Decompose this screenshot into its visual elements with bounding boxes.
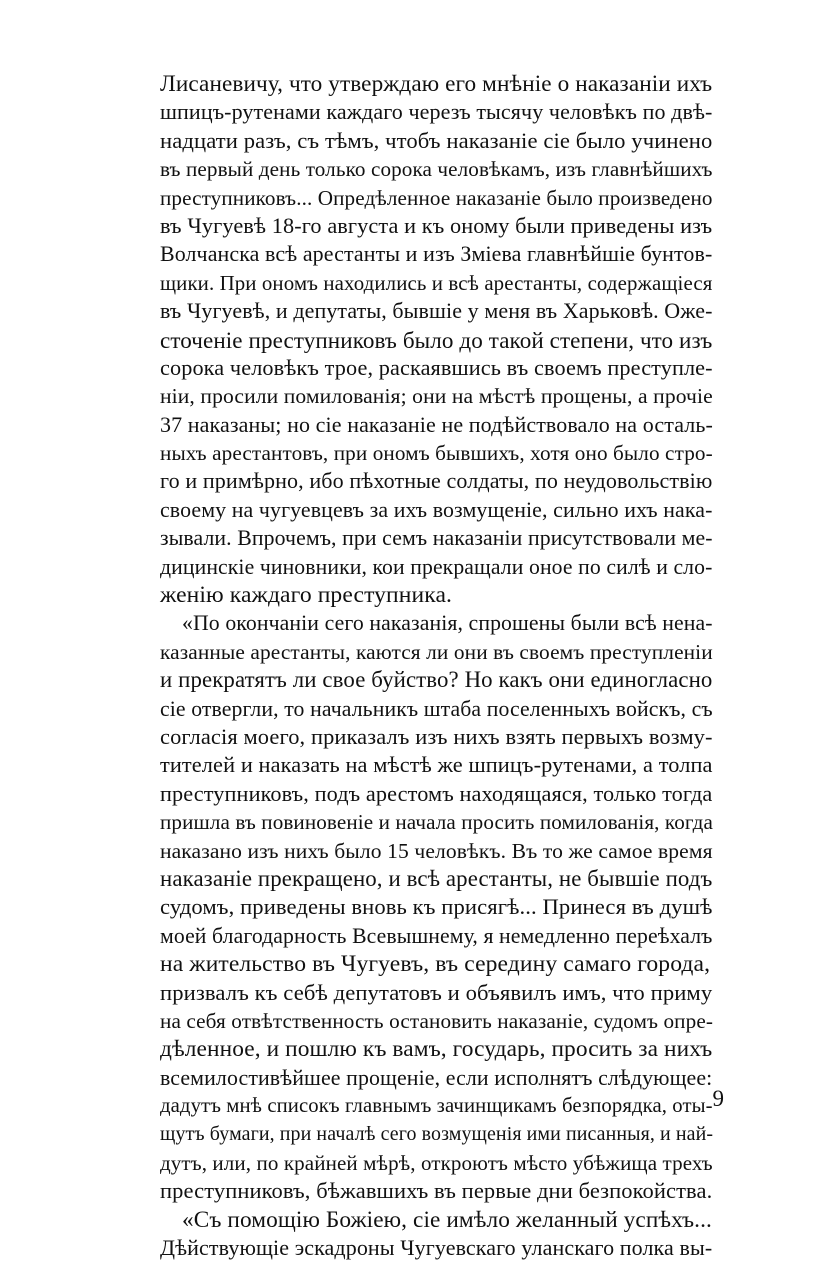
text-line: Волчанска всѣ арестанты и изъ Змiева главнѣйшіе бунтов-	[160, 241, 713, 267]
text-line: щутъ бумаги, при началѣ сего возмущенія ими писанныя, и най-	[160, 1123, 714, 1146]
text-line: ніи, просили помилованія; они на мѣстѣ прощены, а прочіе	[160, 384, 713, 409]
text-line: согласія моего, приказалъ изъ нихъ взять первыхъ возму-	[160, 723, 713, 749]
text-line: сточеніе преступниковъ было до такой степени, что изъ	[160, 326, 713, 353]
text-line: на себя отвѣтственность остановить наказаніе, судомъ опре-	[160, 1008, 714, 1033]
text-line: наказаніе прекращено, и всѣ арестанты, не бывшіе подъ	[160, 865, 713, 891]
text-line: дицинскіе чиновники, кои прекращали оное по силѣ и сло-	[160, 554, 713, 579]
text-line: дѣленное, и пошлю къ вамъ, государь, просить за нихъ	[160, 1036, 713, 1063]
text-line: Дѣйствующіе эскадроны Чугуевскаго уланскаго полка вы-	[160, 1235, 713, 1261]
text-line: наказано изъ нихъ было 15 человѣкъ. Въ то же самое время	[160, 838, 713, 863]
text-line: тителей и наказать на мѣстѣ же шпицъ-рутенами, а толпа	[160, 752, 713, 778]
text-line: казанные арестанты, каются ли они въ своемъ преступленіи	[160, 639, 713, 664]
body-text	[160, 70, 714, 1262]
text-line: Лисаневичу, что утверждаю его мнѣніе о наказаніи ихъ	[160, 71, 713, 97]
text-line: всемилостивѣйшее прощеніе, если исполнятъ слѣдующее:	[160, 1065, 713, 1090]
text-line: дадутъ мнѣ списокъ главнымъ зачинщикамъ безпорядка, оты-	[160, 1095, 713, 1118]
text-line: въ Чугуевѣ 18-го августа и къ оному были приведены изъ	[160, 212, 713, 238]
text-line: призвалъ къ себѣ депутатовъ и объявилъ имъ, что приму	[160, 979, 713, 1005]
text-line: въ первый день только сорока человѣкамъ, изъ главнѣйшихъ	[160, 157, 713, 182]
text-line: сорока человѣкъ трое, раскаявшись въ своемъ преступле-	[160, 354, 713, 380]
text-line: преступниковъ, подъ арестомъ находящаяся, только тогда	[160, 780, 713, 806]
text-line: и прекратятъ ли свое буйство? Но какъ они единогласно	[160, 667, 713, 693]
text-line: надцати разъ, съ тѣмъ, чтобъ наказаніе сіе было учинено	[160, 127, 713, 153]
text-line: зывали. Впрочемъ, при семъ наказаніи присутствовали ме-	[160, 526, 713, 551]
text-line: «По окончаніи сего наказанія, спрошены были всѣ нена-	[182, 611, 713, 636]
text-line: своему на чугуевцевъ за ихъ возмущеніе, сильно ихъ нака-	[160, 496, 713, 522]
text-line: 37 наказаны; но сіе наказаніе не подѣйствовало на осталь-	[160, 411, 713, 437]
text-line: «Съ помощію Божіею, сіе имѣло желанный успѣхъ...	[182, 1206, 712, 1233]
text-line: ныхъ арестантовъ, при ономъ бывшихъ, хотя оно было стро-	[160, 441, 713, 466]
text-line: въ Чугуевѣ, и депутаты, бывшіе у меня въ Харьковѣ. Оже-	[160, 298, 713, 324]
text-line: на жительство въ Чугуевъ, въ середину самаго города,	[160, 951, 711, 978]
text-line: щики. При ономъ находились и всѣ арестанты, содержащіеся	[160, 270, 713, 295]
text-line: дутъ, или, по крайней мѣрѣ, откроютъ мѣсто убѣжища трехъ	[160, 1150, 713, 1175]
text-line: преступниковъ, бѣжавшихъ въ первые дни безпокойства.	[160, 1178, 713, 1204]
text-line: женію каждаго преступника.	[160, 582, 453, 609]
text-line: моей благодарность Всевышнему, я немедленно переѣхалъ	[160, 923, 713, 948]
text-line: судомъ, приведены вновь къ присягѣ... Принеся въ душѣ	[160, 894, 713, 920]
text-line: шпицъ-рутенами каждаго черезъ тысячу человѣкъ по двѣ-	[160, 99, 713, 125]
page-number: 9	[712, 1086, 724, 1111]
text-line: преступниковъ... Опредѣленное наказаніе было произведено	[160, 185, 713, 210]
text-line: сіе отвергли, то начальникъ штаба поселенныхъ войскъ, съ	[160, 696, 713, 721]
text-line: го и примѣрно, ибо пѣхотные солдаты, по неудовольствію	[160, 468, 713, 494]
text-line: пришла въ повиновеніе и начала просить помилованія, когда	[160, 810, 713, 835]
